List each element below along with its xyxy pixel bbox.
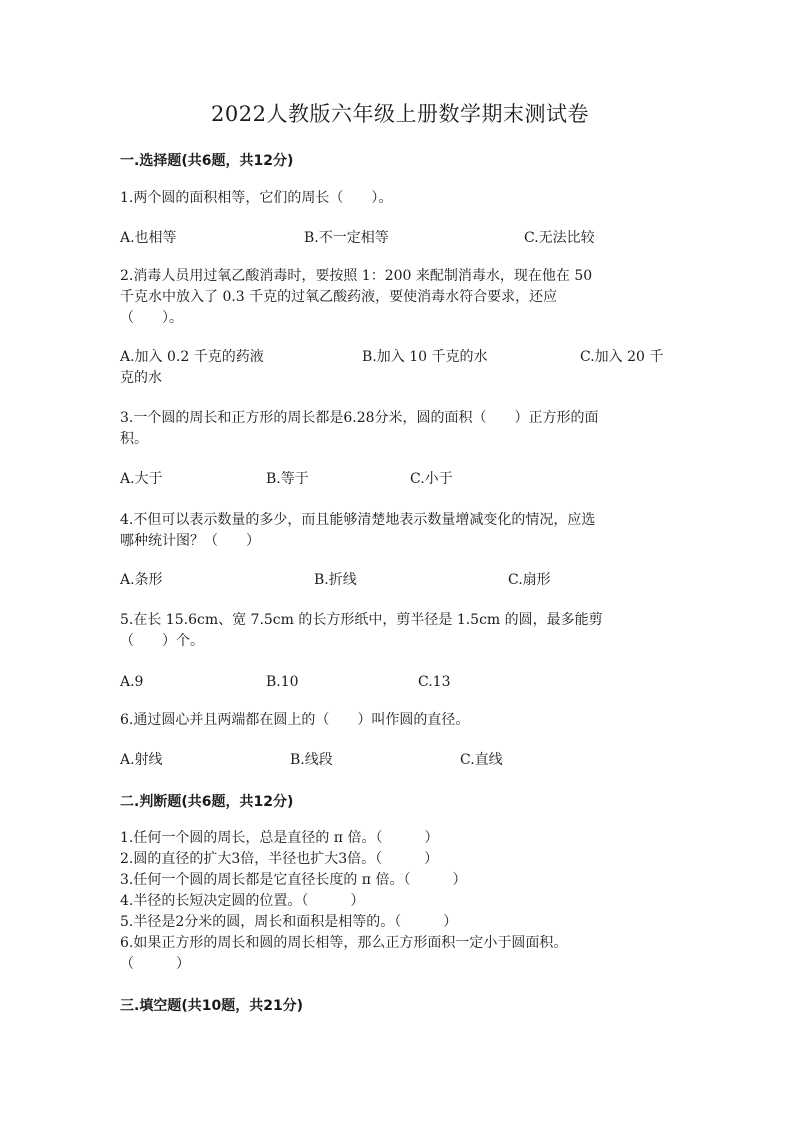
tf-item-1: 1.任何一个圆的周长，总是直径的 π 倍。（ ）: [120, 830, 439, 846]
question-1: 1.两个圆的面积相等，它们的周长（ ）。: [120, 190, 393, 206]
question-4-line-2: 哪种统计图？（ ）: [120, 533, 260, 549]
tf-item-3: 3.任何一个圆的周长都是它直径长度的 π 倍。（ ）: [120, 872, 467, 888]
question-5-line-1: 5.在长 15.6cm、宽 7.5cm 的长方形纸中，剪半径是 1.5cm 的圆，最多能剪: [120, 612, 603, 628]
q2-option-c-overflow: 克的水: [120, 370, 162, 386]
tf-item-2: 2.圆的直径的扩大3倍，半径也扩大3倍。（ ）: [120, 851, 439, 867]
q3-option-b: B.等于: [266, 471, 309, 487]
q6-option-b: B.线段: [290, 752, 333, 768]
q6-option-a: A.射线: [120, 752, 163, 768]
section-heading-choice: 一.选择题(共6题，共12分): [120, 153, 294, 169]
tf-item-6: 6.如果正方形的周长和圆的周长相等，那么正方形面积一定小于圆面积。: [120, 935, 568, 951]
tf-item-5: 5.半径是2分米的圆，周长和面积是相等的。（ ）: [120, 914, 458, 930]
q4-option-c: C.扇形: [508, 572, 551, 588]
question-2-line-1: 2.消毒人员用过氧乙酸消毒时，要按照 1：200 来配制消毒水，现在他在 50: [120, 268, 593, 284]
question-4-line-1: 4.不但可以表示数量的多少，而且能够清楚地表示数量增减变化的情况，应选: [120, 512, 596, 528]
q3-option-c: C.小于: [410, 471, 453, 487]
tf-item-6-overflow: （ ）: [120, 956, 190, 972]
q2-option-a: A.加入 0.2 千克的药液: [120, 349, 264, 365]
q2-option-c: C.加入 20 千: [580, 349, 664, 365]
q1-option-c: C.无法比较: [524, 230, 595, 246]
question-2-line-2: 千克水中放入了 0.3 千克的过氧乙酸药液，要使消毒水符合要求，还应: [120, 289, 558, 305]
question-3-line-2: 积。: [120, 431, 148, 447]
q5-option-a: A.9: [120, 674, 144, 690]
question-5-line-2: （ ）个。: [120, 633, 204, 649]
question-2-line-3: （ ）。: [120, 310, 183, 326]
tf-item-4: 4.半径的长短决定圆的位置。（ ）: [120, 893, 365, 909]
q5-option-c: C.13: [418, 674, 451, 690]
q5-option-b: B.10: [266, 674, 299, 690]
question-3-line-1: 3.一个圆的周长和正方形的周长都是6.28分米，圆的面积（ ）正方形的面: [120, 410, 599, 426]
section-heading-true-false: 二.判断题(共6题，共12分): [120, 794, 294, 810]
q4-option-b: B.折线: [314, 572, 357, 588]
q1-option-a: A.也相等: [120, 230, 177, 246]
question-6: 6.通过圆心并且两端都在圆上的（ ）叫作圆的直径。: [120, 712, 470, 728]
q1-option-b: B.不一定相等: [304, 230, 389, 246]
page-title: 2022人教版六年级上册数学期末测试卷: [211, 102, 589, 126]
q2-option-b: B.加入 10 千克的水: [362, 349, 488, 365]
q4-option-a: A.条形: [120, 572, 163, 588]
q3-option-a: A.大于: [120, 471, 163, 487]
q6-option-c: C.直线: [460, 752, 503, 768]
section-heading-fill-in: 三.填空题(共10题，共21分): [120, 998, 304, 1014]
